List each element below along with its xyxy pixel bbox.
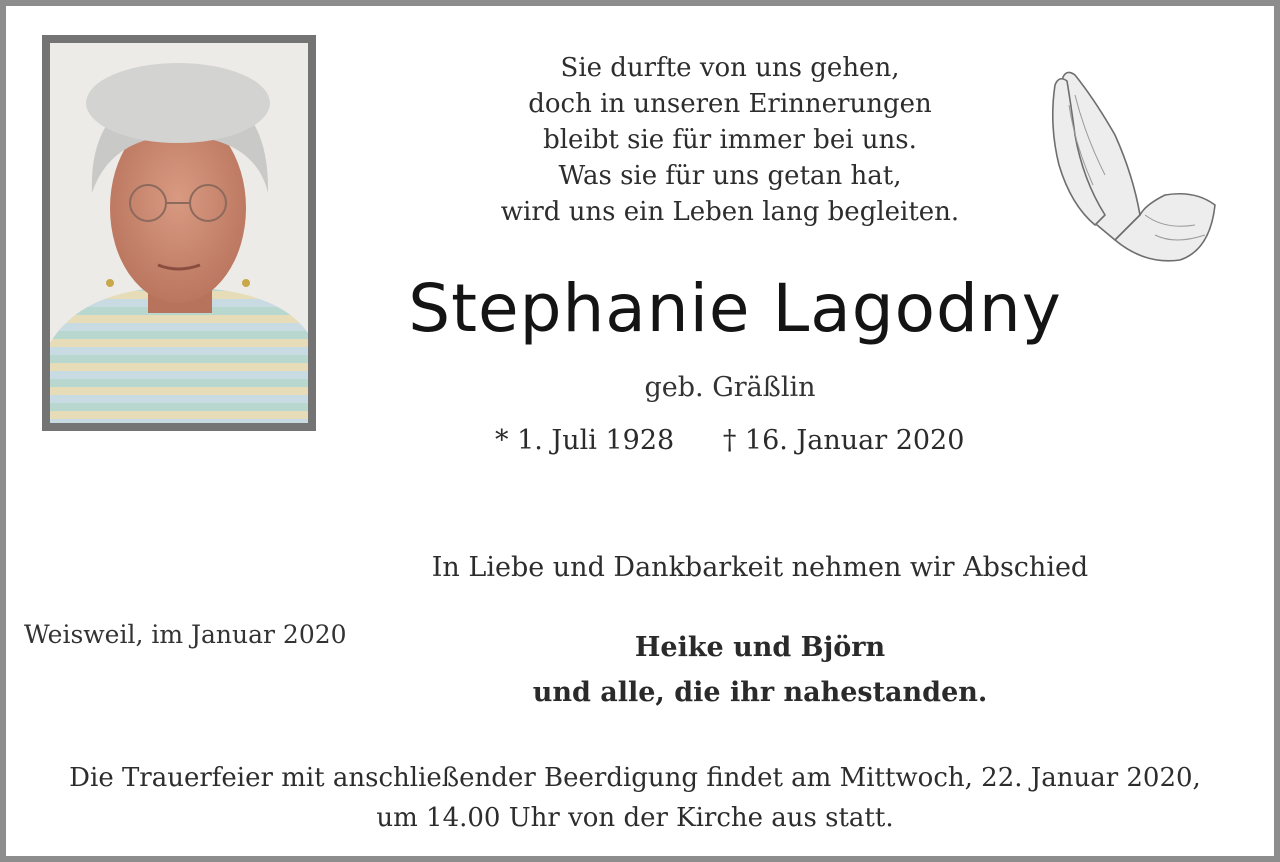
family-line: und alle, die ihr nahestanden. xyxy=(532,677,988,708)
ceremony-info xyxy=(30,758,1240,838)
family-line: Heike und Björn xyxy=(634,632,886,663)
farewell-text: In Liebe und Dankbarkeit nehmen wir Abschied xyxy=(431,552,1089,583)
poem-line: doch in unseren Erinnerungen xyxy=(528,89,932,119)
death-date: † 16. Januar 2020 xyxy=(722,425,965,456)
poem xyxy=(480,50,980,230)
ceremony-line: Die Trauerfeier mit anschließender Beerdigung findet am Mittwoch, 22. Januar 2020, xyxy=(69,763,1201,793)
praying-hands-icon xyxy=(1045,65,1220,275)
ceremony-line: um 14.00 Uhr von der Kirche aus statt. xyxy=(376,803,894,833)
poem-line: Was sie für uns getan hat, xyxy=(558,161,902,191)
poem-line: bleibt sie für immer bei uns. xyxy=(543,125,917,155)
place-date: Weisweil, im Januar 2020 xyxy=(24,620,347,649)
portrait-photo xyxy=(42,35,316,431)
maiden-name: geb. Gräßlin xyxy=(644,372,816,403)
family-signature xyxy=(480,625,1040,715)
poem-line: wird uns ein Leben lang begleiten. xyxy=(500,197,960,227)
poem-line: Sie durfte von uns gehen, xyxy=(560,53,900,83)
deceased-name: Stephanie Lagodny xyxy=(408,270,1062,347)
birth-date: * 1. Juli 1928 xyxy=(495,425,675,456)
life-dates xyxy=(495,425,975,456)
